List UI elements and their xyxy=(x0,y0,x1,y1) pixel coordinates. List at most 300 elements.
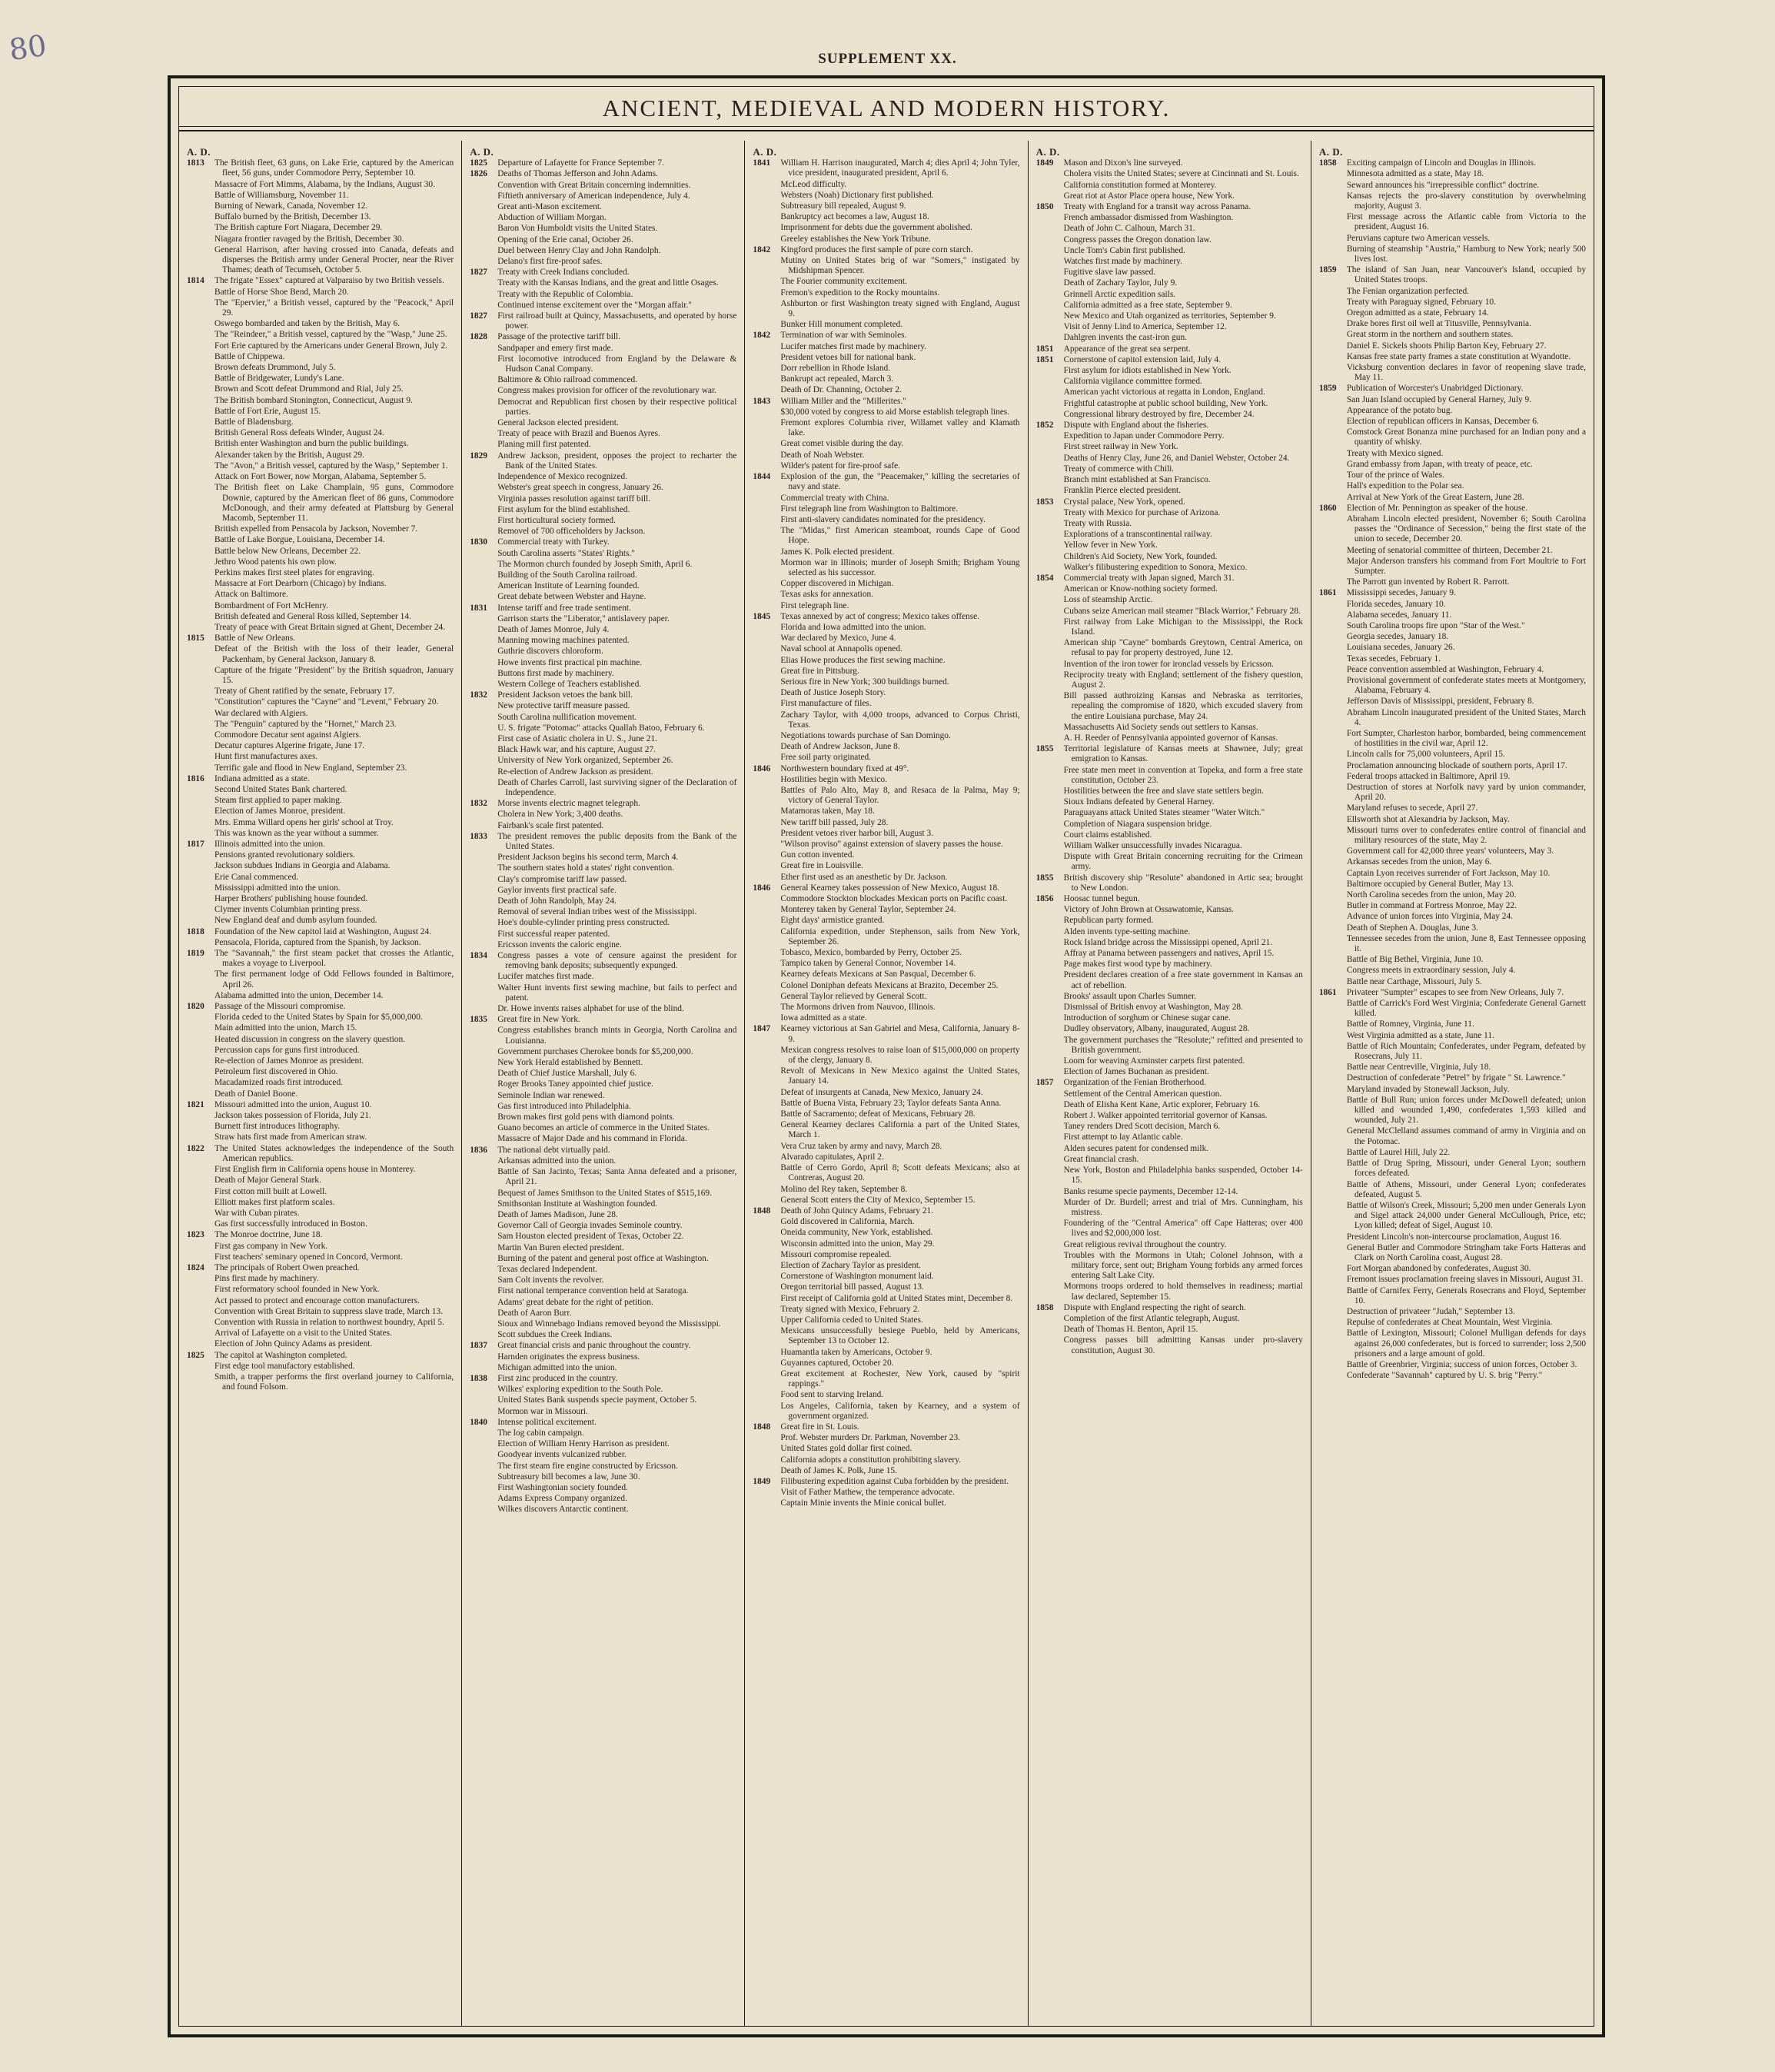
entry-year xyxy=(753,1326,780,1346)
entry-year xyxy=(753,677,780,687)
entry-year xyxy=(753,656,780,666)
history-entry xyxy=(1319,621,1586,631)
history-column-3 xyxy=(744,141,1027,2026)
history-entry xyxy=(470,875,736,885)
history-entry xyxy=(753,1390,1019,1400)
entry-year xyxy=(1319,676,1347,696)
entry-year xyxy=(753,1272,780,1282)
entry-text: The "Epervier," a British vessel, captured by the "Peacock," April 29. xyxy=(214,298,454,318)
entry-year xyxy=(753,461,780,471)
entry-text: Dispute with England about the fisheries. xyxy=(1063,421,1209,431)
history-entry xyxy=(187,687,454,697)
entry-year xyxy=(1036,290,1064,300)
entry-text: Commercial treaty with Turkey. xyxy=(497,537,610,547)
history-entry xyxy=(187,850,454,860)
history-entry xyxy=(470,951,736,971)
history-entry xyxy=(753,1422,1019,1432)
entry-text: Vera Cruz taken by army and navy, March 28. xyxy=(780,1141,942,1151)
entry-year xyxy=(470,257,497,267)
history-entry xyxy=(187,807,454,816)
entry-year xyxy=(753,1488,780,1498)
entry-year xyxy=(470,472,497,482)
history-entry xyxy=(470,701,736,711)
entry-year xyxy=(470,1004,497,1014)
entry-year xyxy=(1036,1056,1064,1066)
history-entry xyxy=(470,1275,736,1285)
entry-text: Territorial legislature of Kansas meets at Shawnee, July; great emigration to Kansas. xyxy=(1063,744,1303,764)
entry-year: 1842 xyxy=(753,244,771,254)
entry-year xyxy=(187,524,214,534)
entry-year xyxy=(187,330,214,340)
entry-text: Commercial treaty with Japan signed, March 31. xyxy=(1063,573,1235,583)
history-entry xyxy=(753,742,1019,752)
entry-year xyxy=(1036,1314,1064,1324)
entry-text: President Jackson begins his second term, March 4. xyxy=(497,853,679,863)
entry-year xyxy=(187,991,214,1001)
entry-text: Dispute with England respecting the right of search. xyxy=(1063,1302,1246,1312)
entry-year xyxy=(187,829,214,839)
entry-text: Taney renders Dred Scott decision, March 6. xyxy=(1063,1122,1221,1132)
history-entry xyxy=(753,1196,1019,1206)
entry-year xyxy=(753,948,780,958)
entry-text: First street railway in New York. xyxy=(1063,442,1178,452)
entry-year xyxy=(470,344,497,354)
entry-year xyxy=(1036,1198,1064,1218)
history-entry xyxy=(470,983,736,1003)
history-entry xyxy=(187,905,454,915)
entry-year xyxy=(470,560,497,570)
history-entry xyxy=(470,158,736,168)
entry-year xyxy=(470,745,497,755)
entry-text: Treaty of peace with Great Britain signed at Ghent, December 24. xyxy=(214,622,446,632)
history-entry xyxy=(470,907,736,917)
history-entry xyxy=(187,472,454,482)
entry-year xyxy=(1319,406,1347,416)
history-entry xyxy=(1319,803,1586,813)
entry-text: Gaylor invents first practical safe. xyxy=(497,885,617,895)
history-entry xyxy=(1036,960,1303,969)
entry-year xyxy=(470,213,497,223)
history-entry xyxy=(187,840,454,850)
history-entry xyxy=(753,775,1019,785)
history-entry xyxy=(187,763,454,773)
entry-text: Government call for 42,000 three years' volunteers, May 3. xyxy=(1346,846,1554,856)
entry-text: Election of republican officers in Kansas, December 6. xyxy=(1346,417,1539,427)
entry-text: Battle below New Orleans, December 22. xyxy=(214,546,361,556)
entry-text: British General Ross defeats Winder, August 24. xyxy=(214,428,384,438)
history-entry xyxy=(753,1477,1019,1487)
entry-year: 1850 xyxy=(1035,202,1054,212)
entry-text: New York, Boston and Philadelphia banks suspended, October 14-15. xyxy=(1063,1166,1303,1186)
history-entry xyxy=(753,472,1019,492)
entry-text: Steam first applied to paper making. xyxy=(214,796,342,806)
entry-text: Elias Howe produces the first sewing machine. xyxy=(780,655,946,665)
entry-year xyxy=(470,907,497,917)
entry-text: Jackson takes possession of Florida, July 21. xyxy=(214,1111,371,1121)
entry-text: Sam Houston elected president of Texas, October 22. xyxy=(497,1232,684,1242)
entry-text: Destruction of privateer "Judah," September 13. xyxy=(1346,1306,1515,1316)
entry-text: Northwestern boundary fixed at 49°. xyxy=(780,763,909,773)
entry-year xyxy=(753,1261,780,1271)
entry-text: Completion of the first Atlantic telegraph, August. xyxy=(1063,1313,1240,1323)
history-entry xyxy=(470,278,736,288)
history-entry xyxy=(1036,873,1303,893)
entry-text: The "Penguin" captured by the "Hornet," March 23. xyxy=(214,719,397,729)
entry-year xyxy=(753,873,780,883)
history-entry xyxy=(470,1462,736,1472)
entry-year xyxy=(470,375,497,385)
entry-text: Ashburton or first Washington treaty signed with England, August 9. xyxy=(780,298,1020,319)
entry-text: Exciting campaign of Lincoln and Douglas in Illinois. xyxy=(1346,158,1536,168)
entry-year xyxy=(187,319,214,329)
entry-year: 1848 xyxy=(753,1206,771,1216)
history-entry xyxy=(470,235,736,245)
entry-year xyxy=(753,494,780,504)
entry-text: Hall's expedition to the Polar sea. xyxy=(1346,481,1464,491)
entry-text: Battle of Chippewa. xyxy=(214,351,285,361)
entry-text: Free state men meet in convention at Topeka, and form a free state constitution, October 23. xyxy=(1063,765,1303,785)
history-entry xyxy=(753,1046,1019,1066)
entry-text: Planing mill first patented. xyxy=(497,440,591,450)
entry-year xyxy=(753,807,780,816)
entry-text: Reciprocity treaty with England; settlement of the fishery question, August 2. xyxy=(1063,670,1303,690)
entry-year xyxy=(470,246,497,256)
history-entry xyxy=(753,1109,1019,1119)
history-entry xyxy=(753,461,1019,471)
entry-year xyxy=(187,1035,214,1045)
history-entry xyxy=(1036,1056,1303,1066)
entry-year xyxy=(470,778,497,798)
entry-year: 1849 xyxy=(1035,158,1054,168)
history-entry xyxy=(753,320,1019,330)
entry-year xyxy=(187,579,214,589)
entry-text: Loss of steamship Arctic. xyxy=(1063,595,1153,605)
history-entry xyxy=(753,1024,1019,1044)
entry-text: Florida secedes, January 10. xyxy=(1346,599,1446,609)
history-entry xyxy=(1036,691,1303,722)
entry-text: First horticultural society formed. xyxy=(497,515,616,525)
entry-text: Commercial treaty with China. xyxy=(780,493,889,503)
entry-year xyxy=(1319,1085,1347,1095)
entry-year: 1825 xyxy=(470,158,487,168)
entry-year xyxy=(753,1196,780,1206)
entry-text: Captain Lyon receives surrender of Fort Jackson, May 10. xyxy=(1346,868,1551,878)
entry-text: Arkansas secedes from the union, May 6. xyxy=(1346,857,1492,867)
entry-text: Intense political excitement. xyxy=(497,1417,597,1427)
history-entry xyxy=(753,256,1019,276)
entry-text: Fremont explores Columbia river, Willamet valley and Klamath lake. xyxy=(780,418,1020,438)
entry-text: Mrs. Emma Willard opens her girls' school at Troy. xyxy=(214,817,394,827)
entry-year xyxy=(187,1285,214,1295)
entry-text: Brooks' assault upon Charles Sumner. xyxy=(1063,991,1197,1001)
entry-text: American ship "Cayne" bombards Greytown, Central America, on refusal to pay for property destroyed, June 12. xyxy=(1063,638,1303,658)
entry-year xyxy=(187,557,214,567)
history-entry xyxy=(1319,750,1586,760)
entry-text: Kearney victorious at San Gabriel and Mesa, California, January 8-9. xyxy=(780,1024,1020,1044)
column-heading: A. D. xyxy=(753,146,777,158)
history-entry xyxy=(470,723,736,733)
entry-year xyxy=(470,756,497,766)
entry-year xyxy=(1036,278,1064,288)
entry-year xyxy=(470,1330,497,1340)
history-entry xyxy=(1036,246,1303,256)
entry-year: 1846 xyxy=(753,763,771,773)
entry-year xyxy=(1319,395,1347,405)
history-entry xyxy=(753,234,1019,244)
entry-text: Texas annexed by act of congress; Mexico takes offense. xyxy=(780,611,980,621)
entry-text: Sandpaper and emery first made. xyxy=(497,343,613,353)
entry-year xyxy=(753,515,780,525)
entry-text: Governor Call of Georgia invades Seminole country. xyxy=(497,1221,683,1231)
entry-year xyxy=(470,875,497,885)
entry-text: Bunker Hill monument completed. xyxy=(780,320,903,330)
entry-year xyxy=(1036,584,1064,594)
entry-text: Jackson subdues Indians in Georgia and Alabama. xyxy=(214,861,391,871)
history-entry xyxy=(753,677,1019,687)
history-entry xyxy=(187,796,454,806)
entry-text: West Virginia admitted as a state, June 11. xyxy=(1346,1030,1494,1040)
entry-year xyxy=(187,483,214,524)
history-entry xyxy=(470,1243,736,1253)
entry-year xyxy=(753,1003,780,1013)
entry-year xyxy=(753,601,780,611)
history-entry xyxy=(1319,191,1586,211)
history-entry xyxy=(1036,235,1303,245)
history-entry xyxy=(470,301,736,311)
entry-text: The British bombard Stonington, Connecticut, August 9. xyxy=(214,395,413,405)
history-entry xyxy=(1319,481,1586,491)
entry-year xyxy=(187,180,214,190)
entry-year xyxy=(187,818,214,828)
entry-year xyxy=(1036,617,1064,637)
entry-text: Brown defeats Drummond, July 5. xyxy=(214,363,336,373)
entry-year xyxy=(753,1455,780,1465)
entry-text: Delano's first fire-proof safes. xyxy=(497,257,603,267)
history-entry xyxy=(1319,761,1586,771)
history-entry xyxy=(753,547,1019,557)
entry-text: Treaty with Creek Indians concluded. xyxy=(497,268,630,278)
entry-text: The frigate "Essex" captured at Valparaiso by two British vessels. xyxy=(214,276,444,286)
entry-year xyxy=(1036,927,1064,937)
entry-year xyxy=(1319,287,1347,297)
entry-year xyxy=(470,1112,497,1122)
entry-text: Arrival of Lafayette on a visit to the United States. xyxy=(214,1329,392,1339)
entry-year xyxy=(753,753,780,763)
entry-year xyxy=(470,1058,497,1068)
entry-year xyxy=(187,1132,214,1142)
entry-text: Wilkes' exploring expedition to the South Pole. xyxy=(497,1385,663,1395)
entry-year: 1820 xyxy=(187,1002,204,1012)
handwritten-page-number: 80 xyxy=(7,28,49,68)
entry-year: 1855 xyxy=(1035,744,1054,754)
entry-text: Copper discovered in Michigan. xyxy=(780,579,894,589)
entry-text: Repulse of confederates at Cheat Mountain, West Virginia. xyxy=(1346,1318,1553,1328)
entry-year xyxy=(187,1242,214,1252)
title-band xyxy=(179,87,1594,131)
entry-year xyxy=(187,461,214,471)
entry-text: Gas first introduced into Philadelphia. xyxy=(497,1101,631,1111)
history-entry xyxy=(470,191,736,201)
entry-text: Pins first made by machinery. xyxy=(214,1274,319,1284)
entry-year xyxy=(470,1494,497,1504)
history-entry xyxy=(1036,638,1303,658)
entry-text: Foundation of the New capitol laid at Washington, August 24. xyxy=(214,926,432,936)
entry-text: Great religious revival throughout the country. xyxy=(1063,1239,1227,1249)
entry-text: Wilkes discovers Antarctic continent. xyxy=(497,1505,629,1515)
entry-text: Explorations of a transcontinental railway. xyxy=(1063,530,1212,540)
entry-text: The "Reindeer," a British vessel, captured by the "Wasp," June 25. xyxy=(214,330,447,340)
history-entry xyxy=(470,527,736,537)
entry-text: The British capture Fort Niagara, December 29. xyxy=(214,223,383,233)
entry-text: Missouri compromise repealed. xyxy=(780,1249,892,1259)
history-entry xyxy=(187,1176,454,1186)
entry-year xyxy=(753,1315,780,1325)
history-entry xyxy=(470,1309,736,1319)
entry-text: War declared by Mexico, June 4. xyxy=(780,634,896,644)
entry-year xyxy=(753,742,780,752)
entry-text: Battle of Wilson's Creek, Missouri; 5,200 men under Generals Lyon and Sigel attack 24,000 under General McCullough, Price, etc; Lyon killed; defeat of Sigel, August 10. xyxy=(1346,1200,1587,1231)
entry-year xyxy=(1036,235,1064,245)
entry-year xyxy=(187,807,214,816)
history-entry xyxy=(470,604,736,614)
entry-text: Battles of Palo Alto, May 8, and Resaca de la Palma, May 9; victory of General Taylor. xyxy=(780,785,1020,806)
entry-text: Death of John Quincy Adams, February 21. xyxy=(780,1206,934,1216)
entry-text: U. S. frigate "Potomac" attacks Quallah Batoo, February 6. xyxy=(497,723,705,733)
entry-text: The "Midas," first American steamboat, rounds Cape of Good Hope. xyxy=(780,526,1020,546)
entry-text: Passage of the protective tariff bill. xyxy=(497,332,621,342)
entry-text: Alexander taken by the British, August 29. xyxy=(214,450,364,460)
history-entry xyxy=(187,883,454,893)
entry-text: American or Know-nothing society formed. xyxy=(1063,584,1218,594)
history-entry xyxy=(1036,1219,1303,1239)
history-entry xyxy=(187,861,454,871)
history-entry xyxy=(1319,1243,1586,1263)
entry-year xyxy=(753,775,780,785)
entry-year xyxy=(187,1013,214,1023)
history-entry xyxy=(1036,563,1303,573)
history-entry xyxy=(753,1466,1019,1476)
entry-year xyxy=(187,1176,214,1186)
history-entry xyxy=(470,560,736,570)
history-entry xyxy=(1036,1100,1303,1110)
entry-text: Grand embassy from Japan, with treaty of peace, etc. xyxy=(1346,459,1533,469)
entry-year: 1854 xyxy=(1035,573,1054,583)
entry-year xyxy=(470,669,497,679)
entry-text: Grinnell Arctic expedition sails. xyxy=(1063,289,1176,299)
entry-year xyxy=(753,256,780,276)
entry-year xyxy=(1036,442,1064,452)
entry-year: 1840 xyxy=(470,1417,487,1427)
entry-year xyxy=(1036,797,1064,807)
entry-year xyxy=(1036,970,1064,990)
entry-year: 1858 xyxy=(1035,1302,1054,1312)
entry-text: First gas company in New York. xyxy=(214,1241,328,1251)
entry-text: California constitution formed at Monterey. xyxy=(1063,180,1217,190)
entry-text: University of New York organized, September 26. xyxy=(497,756,673,766)
entry-text: Heated discussion in congress on the slavery question. xyxy=(214,1034,406,1044)
history-entry xyxy=(1319,181,1586,191)
history-entry xyxy=(1036,617,1303,637)
entry-text: Second United States Bank chartered. xyxy=(214,784,347,794)
history-entry xyxy=(470,332,736,342)
entry-year xyxy=(1036,246,1064,256)
history-entry xyxy=(753,180,1019,190)
entry-year xyxy=(753,829,780,839)
entry-text: Appearance of the potato bug. xyxy=(1346,405,1453,415)
entry-text: Treaty of Ghent ratified by the senate, February 17. xyxy=(214,687,395,697)
entry-text: Morse invents electric magnet telegraph. xyxy=(497,799,640,809)
entry-text: Burnett first introduces lithography. xyxy=(214,1122,341,1132)
entry-text: Treaty signed with Mexico, February 2. xyxy=(780,1304,920,1314)
entry-year xyxy=(187,341,214,351)
entry-text: Visit of Father Mathew, the temperance advocate. xyxy=(780,1488,955,1498)
history-entry xyxy=(753,1099,1019,1109)
entry-text: Battle of Bladensburg. xyxy=(214,417,294,427)
entry-year xyxy=(753,558,780,578)
history-entry xyxy=(1319,1371,1586,1381)
entry-year xyxy=(1036,670,1064,690)
entry-year xyxy=(1319,1329,1347,1359)
entry-year xyxy=(470,386,497,396)
page-title: ANCIENT, MEDIEVAL AND MODERN HISTORY. xyxy=(602,95,1171,121)
history-entry xyxy=(187,1132,454,1142)
entry-text: Alden secures patent for condensed milk. xyxy=(1063,1143,1209,1153)
entry-year: 1817 xyxy=(187,840,204,849)
entry-text: Battle of Bull Run; union forces under McDowell defeated; union killed and wounded 1,490, confederates 1,593 killed and wounded, July 21. xyxy=(1346,1095,1587,1126)
history-entry xyxy=(1319,890,1586,900)
entry-text: The first steam fire engine constructed by Ericsson. xyxy=(497,1461,678,1471)
entry-year xyxy=(470,224,497,234)
entry-year xyxy=(753,1152,780,1162)
entry-year xyxy=(753,786,780,806)
entry-text: Seward announces his "irrepressible conflict" doctrine. xyxy=(1346,180,1540,190)
entry-year xyxy=(1319,244,1347,264)
entry-year xyxy=(187,741,214,751)
history-entry xyxy=(187,991,454,1001)
entry-year xyxy=(187,1023,214,1033)
history-entry xyxy=(1319,1019,1586,1029)
history-entry xyxy=(187,547,454,557)
entry-year xyxy=(470,896,497,906)
history-entry xyxy=(753,601,1019,611)
history-entry xyxy=(1036,733,1303,743)
entry-year: 1831 xyxy=(470,603,487,613)
history-entry xyxy=(753,277,1019,287)
entry-year xyxy=(470,290,497,300)
entry-year xyxy=(1036,454,1064,464)
history-entry xyxy=(187,1144,454,1164)
entry-year xyxy=(1319,298,1347,308)
history-entry xyxy=(1319,417,1586,427)
entry-text: Rock Island bridge across the Mississippi opened, April 21. xyxy=(1063,937,1273,947)
history-entry xyxy=(753,407,1019,417)
history-entry xyxy=(470,1189,736,1199)
history-entry xyxy=(470,625,736,635)
entry-text: Texas secedes, February 1. xyxy=(1346,654,1441,664)
entry-year xyxy=(187,1362,214,1372)
entry-text: Battle of Athens, Missouri, under General Lyon; confederates defeated, August 5. xyxy=(1346,1179,1587,1199)
entry-year xyxy=(753,818,780,828)
entry-year xyxy=(753,1109,780,1119)
entry-text: Fremon's expedition to the Rocky mountains. xyxy=(780,288,940,298)
history-entry xyxy=(753,873,1019,883)
history-entry xyxy=(187,949,454,969)
entry-year xyxy=(470,1407,497,1417)
entry-text: Serious fire in New York; 300 buildings burned. xyxy=(780,677,949,687)
history-entry xyxy=(753,191,1019,201)
entry-text: Virginia passes resolution against tariff bill. xyxy=(497,494,651,504)
entry-text: Great excitement at Rochester, New York, caused by "spirit rappings." xyxy=(780,1369,1020,1389)
